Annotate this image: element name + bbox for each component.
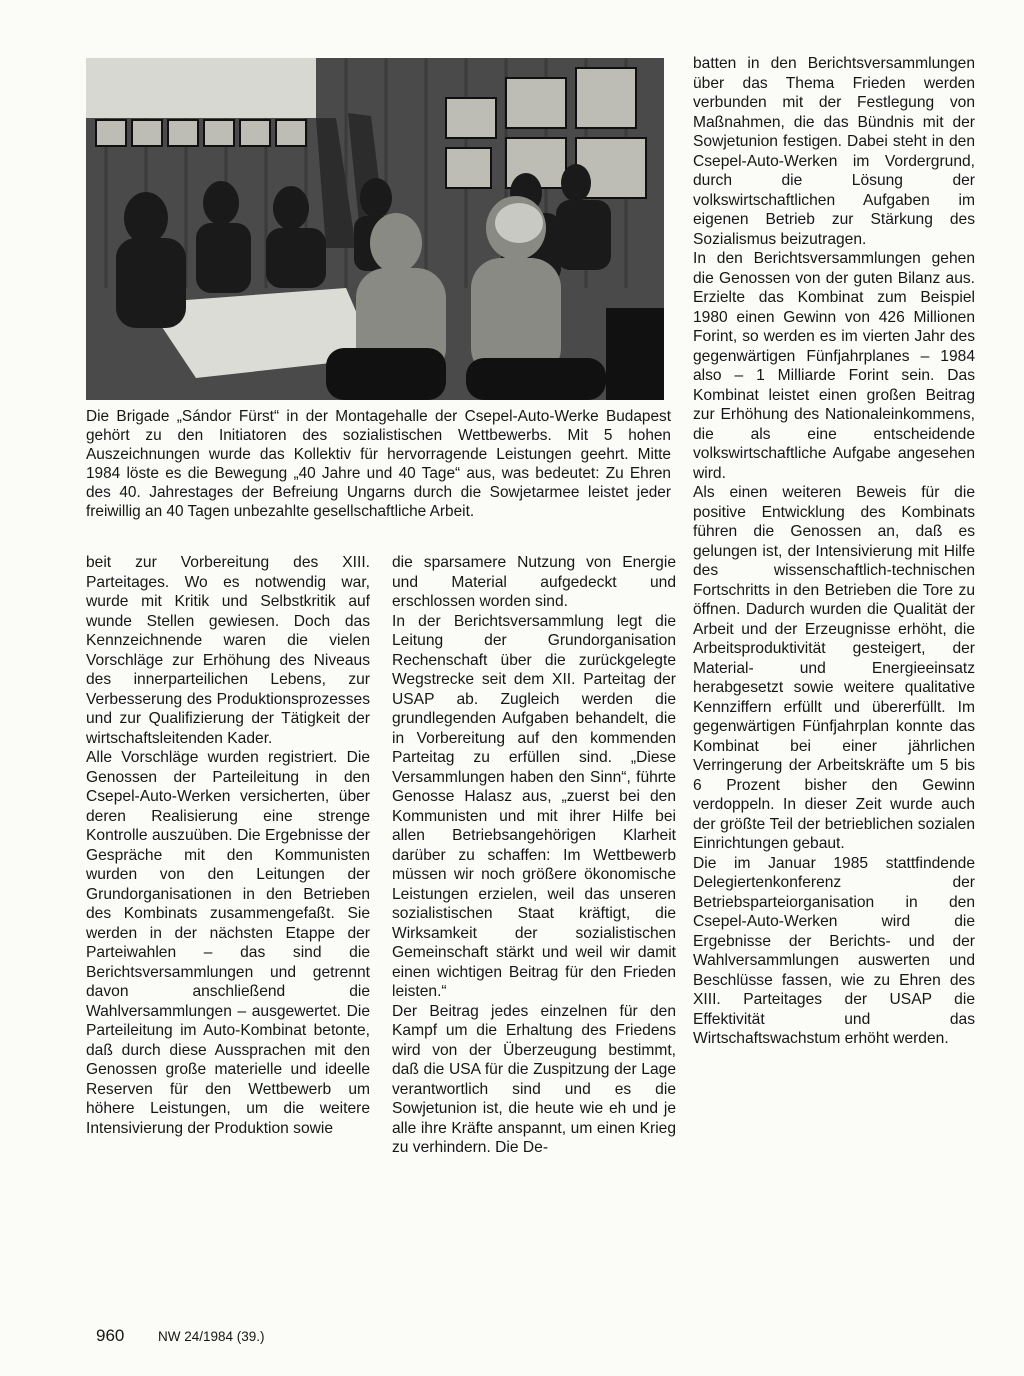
brigade-photo xyxy=(86,58,664,400)
paragraph: beit zur Vorbereitung des XIII. Parteitages. Wo es notwendig war, wurde mit Kritik und Selbstkritik auf wunde Stellen gewiesen. Doch das Kennzeichnende waren die vielen Vorschläge zur Erhöhung des Niveaus des innerparteilichen Lebens, zur Verbesserung des Produktionsprozesses und zur Qualifizierung der Tätigkeit der wirtschaftsleitenden Kader. xyxy=(86,554,370,747)
paragraph: Die im Januar 1985 stattfindende Delegiertenkonferenz der Betriebsparteiorganisation in den Csepel-Auto-Werken wird die Ergebnisse der Berichts- und der Wahlversammlungen auswerten und Beschlüsse fassen, wie zu Ehren des XIII. Parteitages der USAP die Effektivität und das Wirtschaftswachstum erhöht werden. xyxy=(693,854,975,1047)
paragraph: In der Berichtsversammlung legt die Leitung der Grundorganisation Rechenschaft über die zurückgelegte Wegstrecke seit dem XII. Parteitag der USAP ab. Zugleich werden die grundlegenden Aufgaben behandelt, die in Vorbereitung auf den kommenden Parteitag zu erfüllen sind. „Diese Versammlungen haben den Sinn“, führte Genosse Halasz aus, „zuerst bei den Kommunisten und mit ihrer Hilfe bei allen Betriebsangehörigen Klarheit darüber zu schaffen: Im Wettbewerb müssen wir noch größere ökonomische Leistungen erzielen, weil das unseren sozialistischen Staat kräftigt, die Wirksamkeit der sozialistischen Gemeinschaft stärkt und weil wir damit einen wichtigen Beitrag für den Frieden leisten.“ xyxy=(392,612,676,1000)
text-column-1 xyxy=(86,553,370,1138)
text-column-2 xyxy=(392,553,676,1158)
page-number: 960 xyxy=(96,1326,125,1345)
paragraph: Der Beitrag jedes einzelnen für den Kampf um die Erhaltung des Friedens wird von der Überzeugung bestimmt, daß die USA für die Zuspitzung der Lage verantwortlich sind und es die Sowjetunion ist, die heute wie eh und je alle ihre Kräfte anspannt, um einen Krieg zu verhindern. Die De- xyxy=(392,1002,676,1156)
photo-illustration xyxy=(86,58,664,400)
photo-caption: Die Brigade „Sándor Fürst“ in der Montagehalle der Csepel-Auto-Werke Budapest gehört zu den Initiatoren des sozialistischen Wettbewerbs. Mit 5 hohen Auszeichnungen wurde das Kollektiv für hervorragende Leistungen geehrt. Mitte 1984 löste es die Bewegung „40 Jahre und 40 Tage“ aus, was bedeutet: Zu Ehren des 40. Jahrestages der Befreiung Ungarns durch die Sowjetarmee leistet jeder freiwillig an 40 Tagen unbezahlte gesellschaftliche Arbeit. xyxy=(86,408,671,520)
paragraph: Als einen weiteren Beweis für die positive Entwicklung des Kombinats führen die Genossen an, daß es gelungen ist, der Intensivierung mit Hilfe des wissenschaftlich-technischen Fortschritts in den Betrieben die Tore zu öffnen. Dadurch wurden die Qualität der Arbeit und der Erzeugnisse erhöht, die Arbeitsproduktivität gesteigert, der Material- und Energieeinsatz herabgesetzt sowie weitere qualitative Kennziffern erfüllt und übererfüllt. Im gegenwärtigen Fünfjahrplan konnte das Kombinat bei einer jährlichen Verringerung der Arbeitskräfte um 5 bis 6 Prozent bisher den Gewinn verdoppeln. In dieser Zeit wurde auch der größte Teil der betrieblichen sozialen Einrichtungen gebaut. xyxy=(693,484,975,852)
paragraph: die sparsamere Nutzung von Energie und Material aufgedeckt und erschlossen worden sind. xyxy=(392,554,676,610)
paragraph: batten in den Berichtsversammlungen über das Thema Frieden werden verbunden mit der Festlegung von Maßnahmen, die das Bündnis mit der Sowjetunion festigen. Dabei steht in den Csepel-Auto-Werken im Vordergrund, durch die Lösung der volkswirtschaftlichen Aufgaben im eigenen Betrieb zur Stärkung des Sozialismus beizutragen. xyxy=(693,55,975,248)
issue-label: NW 24/1984 (39.) xyxy=(158,1329,265,1344)
paragraph: In den Berichtsversammlungen gehen die Genossen von der guten Bilanz aus. Erzielte das Kombinat zum Beispiel 1980 einen Gewinn von 426 Millionen Forint, so werden es im vierten Jahr des gegenwärtigen Fünfjahrplanes – 1984 also – 1 Milliarde Forint sein. Das Kombinat leistet einen großen Beitrag zur Erhöhung des Nationaleinkommens, die als eine entscheidende volkswirtschaftliche Aufgabe angesehen wird. xyxy=(693,250,975,482)
text-column-3 xyxy=(693,54,975,1049)
paragraph: Alle Vorschläge wurden registriert. Die Genossen der Parteileitung in den Csepel-Auto-Werken versicherten, über deren Realisierung eine strenge Kontrolle auszuüben. Die Ergebnisse der Gespräche mit den Kommunisten wurden von den Leitungen der Grundorganisationen in den Betrieben des Kombinats zusammengefaßt. Sie werden in der nächsten Etappe der Parteiwahlen – das sind die Berichtsversammlungen und getrennt davon anschließend die Wahlversammlungen – ausgewertet. Die Parteileitung im Auto-Kombinat betonte, daß durch diese Aussprachen mit den Genossen große materielle und ideelle Reserven für den Wettbewerb um höhere Leistungen, um die weitere Intensivierung der Produktion sowie xyxy=(86,749,370,1137)
